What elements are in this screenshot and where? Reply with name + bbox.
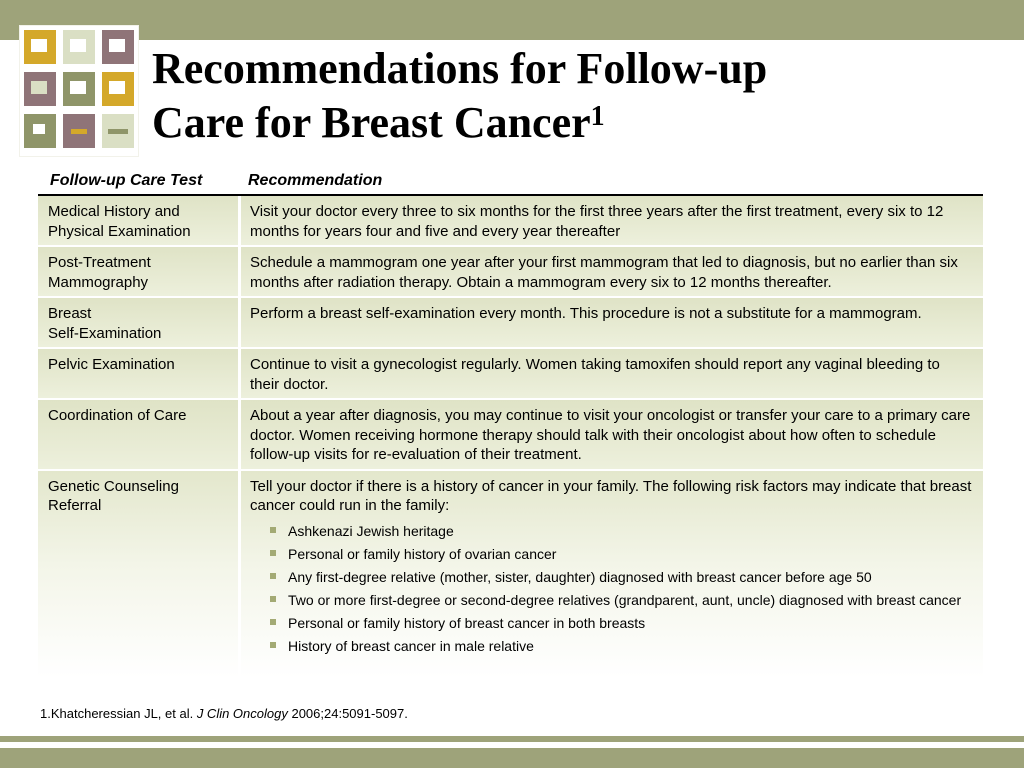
test-cell: Pelvic Examination xyxy=(38,349,238,398)
table-row xyxy=(38,247,983,298)
bottom-decorative-line xyxy=(0,736,1024,742)
logo-tile xyxy=(102,72,134,106)
logo-tile xyxy=(24,30,56,64)
recommendation-cell xyxy=(241,471,983,678)
column-header-recommendation: Recommendation xyxy=(248,172,383,189)
logo-tile xyxy=(102,114,134,148)
logo-tile xyxy=(63,30,95,64)
recommendations-table xyxy=(38,168,983,680)
table-header xyxy=(38,168,983,196)
logo-tile xyxy=(24,72,56,106)
table-row xyxy=(38,471,983,680)
list-item: Personal or family history of ovarian cancer xyxy=(270,545,973,563)
test-cell-line: Breast xyxy=(48,305,92,322)
table-row xyxy=(38,400,983,471)
recommendation-cell: Visit your doctor every three to six months for the first three years after the first treatment, every six to 12 months for years four and five and every year thereafter xyxy=(241,196,983,245)
test-cell xyxy=(38,298,238,347)
column-header-test: Follow-up Care Test xyxy=(50,172,203,189)
recommendation-cell: Schedule a mammogram one year after your first mammogram that led to diagnosis, but no earlier than six months after radiation therapy. Obtain a mammogram every six to 12 months thereafter. xyxy=(241,247,983,296)
logo-tile-grid xyxy=(20,26,138,156)
logo-tile xyxy=(63,72,95,106)
top-decorative-band xyxy=(0,0,1024,40)
test-cell: Medical History and Physical Examination xyxy=(38,196,238,245)
logo-tile xyxy=(24,114,56,148)
recommendation-cell: Perform a breast self-examination every month. This procedure is not a substitute for a mammogram. xyxy=(241,298,983,347)
title-line-1: Recommendations for Follow-up xyxy=(152,44,768,93)
test-cell-line: Self-Examination xyxy=(48,324,162,342)
citation-suffix: 2006;24:5091-5097. xyxy=(287,706,408,721)
logo-tile xyxy=(63,114,95,148)
citation-prefix: 1.Khatcheressian JL, et al. xyxy=(40,706,197,721)
citation-footnote xyxy=(40,706,408,721)
test-cell: Post-Treatment Mammography xyxy=(38,247,238,296)
list-item: Personal or family history of breast cancer in both breasts xyxy=(270,614,973,632)
table-row xyxy=(38,196,983,247)
title-footnote-marker: 1 xyxy=(590,101,605,132)
list-item: Ashkenazi Jewish heritage xyxy=(270,522,973,540)
slide-title xyxy=(152,42,972,150)
bottom-decorative-band xyxy=(0,748,1024,768)
logo-tile xyxy=(102,30,134,64)
table-row xyxy=(38,349,983,400)
list-item: Any first-degree relative (mother, sister, daughter) diagnosed with breast cancer before age 50 xyxy=(270,568,973,586)
test-cell: Genetic Counseling Referral xyxy=(38,471,238,678)
table-row xyxy=(38,298,983,349)
recommendation-cell: About a year after diagnosis, you may continue to visit your oncologist or transfer your care to a primary care doctor. Women receiving hormone therapy should talk with their oncologist about how often to schedule follow-up visits for re-evaluation of their treatment. xyxy=(241,400,983,469)
risk-factor-list xyxy=(250,522,973,655)
list-item: History of breast cancer in male relative xyxy=(270,637,973,655)
list-item: Two or more first-degree or second-degree relatives (grandparent, aunt, uncle) diagnosed with breast cancer xyxy=(270,591,973,609)
recommendation-cell: Continue to visit a gynecologist regularly. Women taking tamoxifen should report any vaginal bleeding to their doctor. xyxy=(241,349,983,398)
recommendation-text: Tell your doctor if there is a history of cancer in your family. The following risk factors may indicate that breast cancer could run in the family: xyxy=(250,477,972,514)
test-cell: Coordination of Care xyxy=(38,400,238,469)
citation-journal: J Clin Oncology xyxy=(196,706,288,721)
title-line-2: Care for Breast Cancer xyxy=(152,98,591,147)
